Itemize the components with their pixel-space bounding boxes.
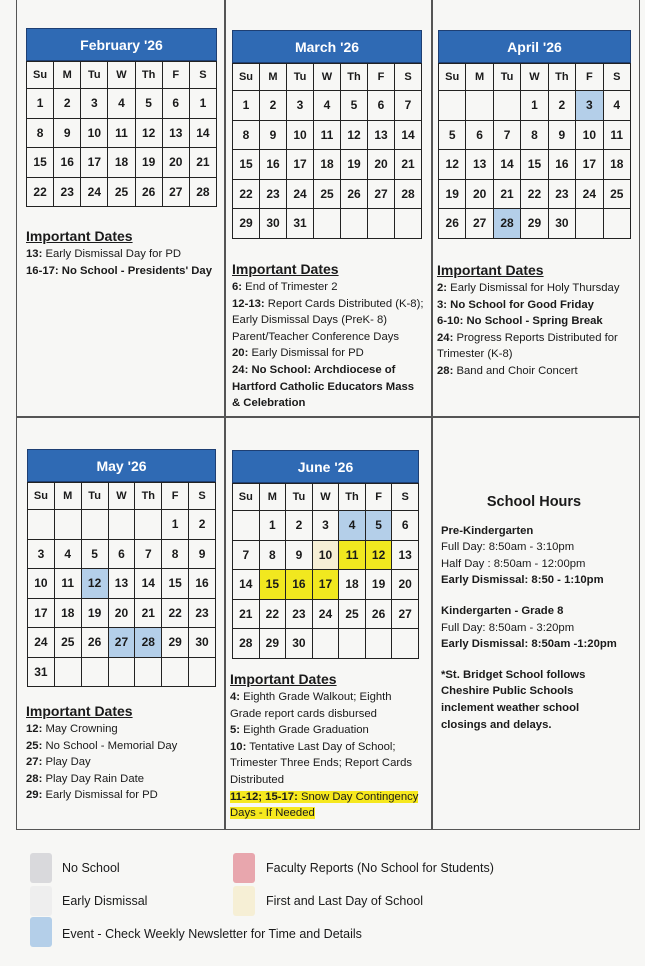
empty-cell — [392, 629, 419, 659]
day-cell: 26 — [341, 179, 368, 209]
day-cell: 14 — [189, 118, 216, 148]
important-heading: Important Dates — [437, 262, 544, 278]
day-cell: 7 — [493, 120, 520, 150]
day-cell: 7 — [233, 540, 260, 570]
day-cell: 28 — [233, 629, 260, 659]
important-list — [230, 689, 425, 789]
k8-heading: Kindergarten - Grade 8 — [441, 604, 564, 617]
day-cell: 28 — [135, 628, 162, 658]
weekday-header: W — [108, 62, 135, 89]
weekday-header: F — [368, 64, 395, 91]
day-cell: 18 — [54, 598, 81, 628]
day-cell: 3 — [81, 89, 108, 119]
weekday-header: S — [392, 484, 419, 511]
day-cell: 27 — [392, 599, 419, 629]
day-cell: 15 — [162, 569, 189, 599]
day-cell: 15 — [233, 150, 260, 180]
day-cell: 11 — [314, 120, 341, 150]
empty-cell — [314, 209, 341, 239]
day-cell: 13 — [368, 120, 395, 150]
day-cell: 17 — [28, 598, 55, 628]
day-cell: 13 — [108, 569, 135, 599]
empty-cell — [108, 510, 135, 540]
important-item: 4: Eighth Grade Walkout; Eighth Grade report cards disbursed — [230, 691, 392, 720]
day-cell: 20 — [392, 570, 419, 600]
important-item: 12: May Crowning — [26, 723, 118, 735]
day-cell: 26 — [135, 177, 162, 207]
day-cell: 31 — [28, 657, 55, 687]
day-cell: 21 — [395, 150, 422, 180]
day-cell: 7 — [395, 91, 422, 121]
day-cell: 21 — [135, 598, 162, 628]
month-title: June '26 — [232, 450, 419, 483]
important-item: 28: Band and Choir Concert — [437, 364, 578, 377]
day-cell: 17 — [287, 150, 314, 180]
legend-event: Event - Check Weekly Newsletter for Time and Details — [62, 927, 362, 941]
day-cell: 6 — [162, 89, 189, 119]
day-cell: 18 — [339, 570, 366, 600]
day-cell: 10 — [28, 569, 55, 599]
day-cell: 10 — [312, 540, 339, 570]
day-cell: 9 — [189, 539, 216, 569]
day-cell: 27 — [162, 177, 189, 207]
day-cell: 17 — [312, 570, 339, 600]
empty-cell — [312, 629, 339, 659]
day-cell: 15 — [259, 570, 286, 600]
day-cell: 12 — [81, 569, 108, 599]
day-cell: 19 — [365, 570, 392, 600]
empty-cell — [233, 511, 260, 541]
day-cell: 10 — [287, 120, 314, 150]
day-cell: 4 — [108, 89, 135, 119]
day-cell: 8 — [259, 540, 286, 570]
important-list — [232, 279, 424, 412]
important-list — [26, 246, 216, 279]
day-cell: 27 — [108, 628, 135, 658]
important-item: 12-13: Report Cards Distributed (K-8); Early Dismissal Days (PreK- 8) Parent/Teacher Conference Days — [232, 297, 424, 343]
day-cell: 8 — [233, 120, 260, 150]
day-cell: 23 — [548, 179, 575, 209]
day-cell: 13 — [466, 150, 493, 180]
day-cell: 1 — [521, 91, 548, 121]
day-cell: 20 — [162, 148, 189, 178]
day-cell: 22 — [27, 177, 54, 207]
day-cell: 24 — [287, 179, 314, 209]
calendar-table — [232, 63, 422, 239]
month-february — [26, 28, 217, 207]
day-cell: 14 — [233, 570, 260, 600]
day-cell: 12 — [365, 540, 392, 570]
prek-full-day: Full Day: 8:50am - 3:10pm — [441, 541, 575, 554]
weekday-header: F — [162, 62, 189, 89]
day-cell: 21 — [189, 148, 216, 178]
day-cell: 27 — [368, 179, 395, 209]
day-cell: 2 — [54, 89, 81, 119]
day-cell: 4 — [339, 511, 366, 541]
day-cell: 6 — [466, 120, 493, 150]
weekday-header: M — [260, 64, 287, 91]
weekday-header: Th — [339, 484, 366, 511]
important-heading: Important Dates — [232, 261, 339, 277]
weekday-header: W — [314, 64, 341, 91]
day-cell: 9 — [548, 120, 575, 150]
day-cell: 16 — [54, 148, 81, 178]
day-cell: 8 — [521, 120, 548, 150]
important-item: 5: Eighth Grade Graduation — [230, 724, 369, 737]
day-cell: 6 — [368, 91, 395, 121]
day-cell: 5 — [365, 511, 392, 541]
empty-cell — [365, 629, 392, 659]
important-item: 27: Play Day — [26, 756, 91, 769]
day-cell: 1 — [233, 91, 260, 121]
day-cell: 12 — [341, 120, 368, 150]
early-dismissal-swatch — [30, 886, 52, 916]
important-heading: Important Dates — [26, 703, 133, 719]
important-item: 6: End of Trimester 2 — [232, 281, 338, 293]
day-cell: 14 — [395, 120, 422, 150]
weekday-header: W — [312, 484, 339, 511]
inclement-weather-note: *St. Bridget School follows Cheshire Public Schools inclement weather school closings and delays. — [441, 668, 586, 731]
day-cell: 13 — [392, 540, 419, 570]
day-cell: 6 — [108, 539, 135, 569]
day-cell: 2 — [286, 511, 313, 541]
important-dates-february — [26, 227, 216, 279]
month-march — [232, 30, 422, 239]
day-cell: 26 — [81, 628, 108, 658]
day-cell: 19 — [341, 150, 368, 180]
day-cell: 5 — [81, 539, 108, 569]
day-cell: 26 — [439, 209, 466, 239]
day-cell: 8 — [162, 539, 189, 569]
day-cell: 8 — [27, 118, 54, 148]
day-cell: 20 — [466, 179, 493, 209]
day-cell: 22 — [259, 599, 286, 629]
important-item: 13: Early Dismissal Day for PD — [26, 248, 182, 260]
day-cell: 20 — [108, 598, 135, 628]
weekday-header: Su — [233, 64, 260, 91]
empty-cell — [135, 657, 162, 687]
empty-cell — [28, 510, 55, 540]
day-cell: 5 — [341, 91, 368, 121]
day-cell: 16 — [548, 150, 575, 180]
empty-cell — [395, 209, 422, 239]
day-cell: 3 — [287, 91, 314, 121]
weekday-header: Tu — [287, 64, 314, 91]
day-cell: 12 — [135, 118, 162, 148]
day-cell: 24 — [28, 628, 55, 658]
day-cell: 31 — [287, 209, 314, 239]
weekday-header: Th — [548, 64, 575, 91]
day-cell: 9 — [286, 540, 313, 570]
weekday-header: S — [189, 483, 216, 510]
day-cell: 3 — [28, 539, 55, 569]
day-cell: 11 — [603, 120, 630, 150]
calendar-table — [27, 482, 216, 687]
snow-day-note: 11-12; 15-17: Snow Day Contingency Days - If Needed — [230, 790, 419, 820]
legend-first-last: First and Last Day of School — [266, 894, 424, 908]
important-item: 20: Early Dismissal for PD — [232, 347, 364, 360]
weekday-header: Tu — [81, 62, 108, 89]
day-cell: 19 — [439, 179, 466, 209]
empty-cell — [603, 209, 630, 239]
important-item: 10: Tentative Last Day of School; Trimester Three Ends; Report Cards Distributed — [230, 740, 413, 786]
day-cell: 20 — [368, 150, 395, 180]
legend-early-dismissal: Early Dismissal — [62, 894, 148, 908]
school-hours-title: School Hours — [486, 494, 582, 510]
day-cell: 1 — [259, 511, 286, 541]
weekday-header: Tu — [81, 483, 108, 510]
important-list — [26, 721, 216, 804]
day-cell: 22 — [233, 179, 260, 209]
weekday-header: F — [365, 484, 392, 511]
important-list — [437, 280, 633, 380]
important-dates-may — [26, 702, 216, 804]
day-cell: 14 — [135, 569, 162, 599]
day-cell: 4 — [603, 91, 630, 121]
day-cell: 30 — [548, 209, 575, 239]
day-cell: 13 — [162, 118, 189, 148]
k8-full-day: Full Day: 8:50am - 3:20pm — [441, 621, 575, 634]
weekday-header: Tu — [493, 64, 520, 91]
day-cell: 6 — [392, 511, 419, 541]
day-cell: 25 — [54, 628, 81, 658]
faculty-swatch — [233, 853, 255, 883]
weekday-header: F — [576, 64, 603, 91]
k8-early-dismissal: Early Dismissal: 8:50am -1:20pm — [441, 638, 617, 651]
important-item: 24: No School: Archdiocese of Hartford Catholic Educators Mass & Celebration — [232, 363, 415, 410]
weekday-header: S — [189, 62, 216, 89]
empty-cell — [368, 209, 395, 239]
day-cell: 11 — [54, 569, 81, 599]
day-cell: 4 — [54, 539, 81, 569]
empty-cell — [189, 657, 216, 687]
day-cell: 28 — [395, 179, 422, 209]
day-cell: 3 — [312, 511, 339, 541]
important-dates-april — [437, 261, 633, 380]
day-cell: 19 — [81, 598, 108, 628]
weekday-header: S — [603, 64, 630, 91]
important-dates-march — [232, 260, 424, 412]
calendar-table — [26, 61, 217, 207]
month-title: March '26 — [232, 30, 422, 63]
day-cell: 23 — [189, 598, 216, 628]
calendar-table — [438, 63, 631, 239]
empty-cell — [466, 91, 493, 121]
weekday-header: Th — [135, 62, 162, 89]
weekday-header: F — [162, 483, 189, 510]
day-cell: 9 — [260, 120, 287, 150]
day-cell: 30 — [286, 629, 313, 659]
day-cell: 22 — [521, 179, 548, 209]
day-cell: 9 — [54, 118, 81, 148]
day-cell: 30 — [260, 209, 287, 239]
day-cell: 19 — [135, 148, 162, 178]
weekday-header: M — [54, 483, 81, 510]
important-item: 16-17: No School - Presidents' Day — [26, 264, 213, 277]
empty-cell — [108, 657, 135, 687]
day-cell: 27 — [466, 209, 493, 239]
month-april — [438, 30, 631, 239]
weekday-header: M — [54, 62, 81, 89]
empty-cell — [81, 510, 108, 540]
weekday-header: M — [466, 64, 493, 91]
day-cell: 30 — [189, 628, 216, 658]
no-school-swatch — [30, 853, 52, 883]
day-cell: 29 — [233, 209, 260, 239]
day-cell: 21 — [493, 179, 520, 209]
day-cell: 23 — [260, 179, 287, 209]
important-item: 3: No School for Good Friday — [437, 298, 594, 311]
empty-cell — [81, 657, 108, 687]
day-cell: 23 — [286, 599, 313, 629]
day-cell: 21 — [233, 599, 260, 629]
important-item: 2: Early Dismissal for Holy Thursday — [437, 282, 620, 294]
month-title: May '26 — [27, 449, 216, 482]
day-cell: 2 — [260, 91, 287, 121]
day-cell: 10 — [81, 118, 108, 148]
important-item: 25: No School - Memorial Day — [26, 739, 178, 752]
day-cell: 24 — [312, 599, 339, 629]
day-cell: 26 — [365, 599, 392, 629]
divider — [431, 0, 433, 829]
event-swatch — [30, 917, 52, 947]
weekday-header: Th — [135, 483, 162, 510]
day-cell: 18 — [108, 148, 135, 178]
empty-cell — [439, 91, 466, 121]
empty-cell — [162, 657, 189, 687]
day-cell: 16 — [260, 150, 287, 180]
day-cell: 10 — [576, 120, 603, 150]
day-cell: 15 — [521, 150, 548, 180]
day-cell: 4 — [314, 91, 341, 121]
day-cell: 24 — [81, 177, 108, 207]
empty-cell — [54, 657, 81, 687]
day-cell: 12 — [439, 150, 466, 180]
day-cell: 17 — [576, 150, 603, 180]
important-item: 29: Early Dismissal for PD — [26, 789, 158, 802]
day-cell: 2 — [548, 91, 575, 121]
divider — [224, 0, 226, 829]
divider — [17, 416, 639, 418]
day-cell: 1 — [189, 89, 216, 119]
important-item: 28: Play Day Rain Date — [26, 772, 145, 785]
day-cell: 18 — [603, 150, 630, 180]
day-cell: 1 — [162, 510, 189, 540]
weekday-header: Tu — [286, 484, 313, 511]
important-item: 6-10: No School - Spring Break — [437, 315, 603, 328]
important-heading: Important Dates — [230, 671, 337, 687]
day-cell: 23 — [54, 177, 81, 207]
day-cell: 25 — [314, 179, 341, 209]
day-cell: 16 — [286, 570, 313, 600]
empty-cell — [341, 209, 368, 239]
legend-faculty: Faculty Reports (No School for Students) — [266, 861, 494, 875]
day-cell: 3 — [576, 91, 603, 121]
day-cell: 29 — [521, 209, 548, 239]
empty-cell — [339, 629, 366, 659]
empty-cell — [135, 510, 162, 540]
prek-heading: Pre-Kindergarten — [441, 524, 534, 537]
weekday-header: W — [108, 483, 135, 510]
day-cell: 1 — [27, 89, 54, 119]
weekday-header: W — [521, 64, 548, 91]
day-cell: 17 — [81, 148, 108, 178]
day-cell: 11 — [339, 540, 366, 570]
first-last-swatch — [233, 886, 255, 916]
day-cell: 5 — [135, 89, 162, 119]
day-cell: 24 — [576, 179, 603, 209]
prek-early-dismissal: Early Dismissal: 8:50 - 1:10pm — [441, 574, 604, 587]
day-cell: 5 — [439, 120, 466, 150]
legend-no-school: No School — [62, 861, 120, 875]
prek-half-day: Half Day : 8:50am - 12:00pm — [441, 557, 586, 570]
day-cell: 7 — [135, 539, 162, 569]
empty-cell — [576, 209, 603, 239]
day-cell: 22 — [162, 598, 189, 628]
school-hours — [441, 494, 637, 733]
weekday-header: M — [259, 484, 286, 511]
day-cell: 18 — [314, 150, 341, 180]
weekday-header: Su — [27, 62, 54, 89]
day-cell: 25 — [108, 177, 135, 207]
important-heading: Important Dates — [26, 228, 133, 244]
weekday-header: Su — [233, 484, 260, 511]
day-cell: 29 — [162, 628, 189, 658]
important-dates-june — [230, 670, 425, 822]
weekday-header: Su — [439, 64, 466, 91]
weekday-header: Th — [341, 64, 368, 91]
month-june — [232, 450, 419, 659]
day-cell: 25 — [339, 599, 366, 629]
day-cell: 28 — [189, 177, 216, 207]
empty-cell — [493, 91, 520, 121]
month-title: April '26 — [438, 30, 631, 63]
weekday-header: Su — [28, 483, 55, 510]
day-cell: 11 — [108, 118, 135, 148]
day-cell: 28 — [493, 209, 520, 239]
day-cell: 15 — [27, 148, 54, 178]
empty-cell — [54, 510, 81, 540]
day-cell: 25 — [603, 179, 630, 209]
day-cell: 16 — [189, 569, 216, 599]
important-item: 24: Progress Reports Distributed for Trimester (K-8) — [437, 331, 618, 361]
month-may — [27, 449, 216, 687]
weekday-header: S — [395, 64, 422, 91]
day-cell: 14 — [493, 150, 520, 180]
day-cell: 29 — [259, 629, 286, 659]
calendar-table — [232, 483, 419, 659]
month-title: February '26 — [26, 28, 217, 61]
day-cell: 2 — [189, 510, 216, 540]
